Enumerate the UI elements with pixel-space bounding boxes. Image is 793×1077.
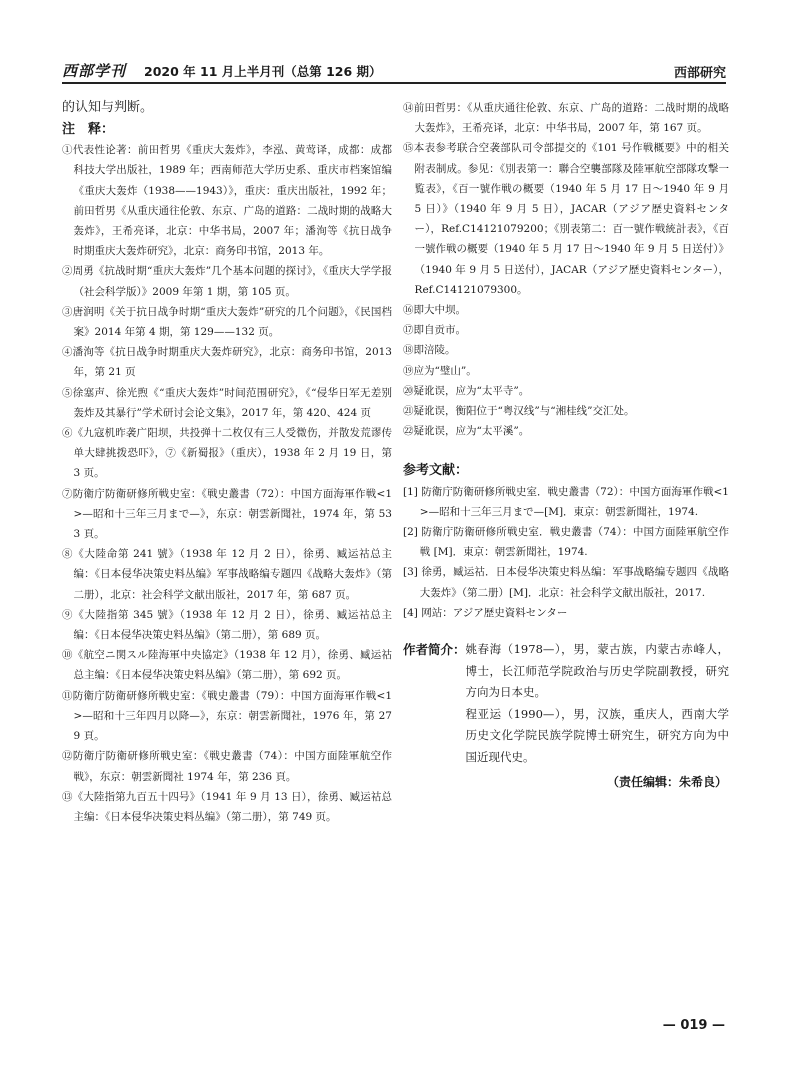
- note-item: ⑯即大中坝。: [403, 304, 466, 317]
- note-item: ⑥《九寇机昨袭广阳坝，共投弹十二枚仅有三人受微伤，并散发荒谬传单大肆挑拨恐吓》，⑦《新蜀报》（重庆），1938 年 2 月 19 日，第 3 页。: [62, 427, 392, 480]
- section-name: 西部研究: [673, 66, 726, 81]
- note-item: ⑩《航空ニ関スル陸海軍中央協定》（1938 年 12 月），徐勇、臧运祜总主编：《日本侵华决策史料丛编》（第二册），第 692 页。: [62, 649, 392, 682]
- reference-item: [3] 徐勇，臧运祜．日本侵华决策史料丛编：军事战略编专题四《战略大轰炸》（第二册）[M]．北京：社会科学文献出版社，2017.: [403, 566, 729, 599]
- note-item: ⑨《大陸指第 345 號》（1938 年 12 月 2 日），徐勇、臧运祜总主编：《日本侵华决策史料丛编》（第二册），第 689 页。: [62, 608, 392, 642]
- note-item: ⑰即自贡市。: [403, 324, 466, 337]
- issue-info: 2020 年 11 月上半月刊（总第 126 期）: [144, 64, 382, 79]
- note-item: ⑤徐塞声、徐光煦《“重庆大轰炸”时间范围研究》，《“侵华日军无差别轰炸及其暴行”学术研讨会论文集》，2017 年，第 420、424 页: [62, 386, 392, 419]
- note-item: ㉑疑讹误，衡阳位于“粤汉线”与“湘桂线”交汇处。: [403, 405, 635, 418]
- lead-text: 的认知与判断。: [62, 100, 154, 115]
- reference-item: [2] 防衛庁防衛研修所戦史室．戦史叢書（74）：中国方面陸軍航空作戦 [M]．東京：朝雲新聞社，1974.: [403, 526, 729, 559]
- page-header: [62, 60, 726, 80]
- author-bio: 程亚运（1990—），男，汉族，重庆人，西南大学历史文化学院民族学院博士研究生，研究方向为中国近现代史。: [465, 706, 729, 764]
- note-item: ⑱即涪陵。: [403, 344, 456, 357]
- note-item: ⑬《大陸指第九百五十四号》（1941 年 9 月 13 日），徐勇、臧运祜总主编：《日本侵华决策史料丛编》（第二册），第 749 页。: [62, 790, 392, 823]
- reference-item: [4] 网站：アジア歴史資料センター: [403, 606, 568, 619]
- note-item: ⑪防衛庁防衛研修所戦史室：《戦史叢書（79）：中国方面海軍作戦<1>—昭和十三年四月以降—》，东京：朝雲新聞社，1976 年，第 279 頁。: [62, 689, 392, 743]
- notes-heading: 注 释：: [62, 122, 115, 137]
- journal-logo: 西部学刊: [62, 62, 127, 80]
- note-item: ⑭前田哲男：《从重庆通往伦敦、东京、广岛的道路：二战时期的战略大轰炸》，王希亮译，北京：中华书局，2007 年，第 167 页。: [403, 102, 729, 135]
- note-item: ㉒疑讹误，应为“太平溪”。: [403, 425, 530, 438]
- references-heading: 参考文献：: [403, 463, 469, 479]
- note-item: ⑲应为“璧山”。: [403, 364, 477, 377]
- right-column: [403, 98, 729, 792]
- page-number: — 019 —: [662, 1018, 725, 1033]
- editor-credit: （责任编辑：朱希良）: [606, 775, 727, 790]
- reference-item: [1] 防衛庁防衛研修所戦史室．戦史叢書（72）：中国方面海軍作戦<1>—昭和十三年三月まで—[M]．東京：朝雲新聞社，1974.: [403, 485, 729, 518]
- author-label: 作者简介：: [403, 642, 466, 658]
- note-item: ⑦防衛庁防衛研修所戦史室：《戦史叢書（72）：中国方面海軍作戦<1>—昭和十三年三月まで—》，东京：朝雲新聞社，1974 年，第 533 頁。: [62, 487, 392, 541]
- author-body: [466, 639, 729, 768]
- note-item: ①代表性论著：前田哲男《重庆大轰炸》，李泓、黄莺译，成都：成都科技大学出版社，1989 年；西南师范大学历史系、重庆市档案馆编《重庆大轰炸（1938——1943）》，重庆：重庆出版社，1992 年；前田哲男《从重庆通往伦敦、东京、广岛的道路：二战时期的战略大轰炸》，王希亮译，北京：中华书局，2007 年；潘洵等《抗日战争时期重庆大轰炸研究》，北京：商务印书馆，2013 年。: [62, 144, 392, 258]
- note-item: ③唐润明《关于抗日战争时期“重庆大轰炸”研究的几个问题》，《民国档案》2014 年第 4 期，第 129——132 页。: [62, 305, 392, 339]
- left-column: [62, 98, 392, 827]
- header-rule: [62, 82, 726, 84]
- note-item: ⑫防衛庁防衛研修所戦史室：《戦史叢書（74）：中国方面陸軍航空作戦》，东京：朝雲新聞社 1974 年，第 236 頁。: [62, 750, 392, 783]
- author-info: [403, 639, 729, 768]
- author-bio: 姚春海（1978—），男，蒙古族，内蒙古赤峰人，博士，长江师范学院政治与历史学院副教授，研究方向为日本史。: [465, 642, 729, 700]
- note-item: ④潘洵等《抗日战争时期重庆大轰炸研究》，北京：商务印书馆，2013 年，第 21 页: [62, 346, 392, 379]
- note-item: ⑳疑讹误，应为“太平寺”。: [403, 384, 530, 397]
- note-item: ⑮本表参考联合空袭部队司令部提交的《101 号作戦概要》中的相关附表制成。参见：《別表第一：聯合空襲部隊及陸軍航空部隊攻撃一覧表》，《百一號作戦の概要（1940 年 5 月 17 日～1940 年 9 月 5 日）》（1940 年 9 月 5 日），JACAR（アジア歴史資料センター），Ref.C14121079200；《別表第二：百一號作戦統計表》，《百一號作戦の概要（1940 年 5 月 17 日～1940 年 9 月 5 日送付）》（1940 年 9 月 5 日送付），JACAR（アジア歴史資料センター），Ref.C14121079300。: [403, 142, 730, 296]
- note-item: ⑧《大陸命第 241 號》（1938 年 12 月 2 日），徐勇、臧运祜总主编：《日本侵华决策史料丛编》军事战略编专题四《战略大轰炸》（第二册），北京：社会科学文献出版社，2017 年，第 687 页。: [62, 548, 392, 601]
- note-item: ②周勇《抗战时期“重庆大轰炸”几个基本问题的探讨》，《重庆大学学报（社会科学版）》2009 年第 1 期，第 105 页。: [62, 265, 392, 298]
